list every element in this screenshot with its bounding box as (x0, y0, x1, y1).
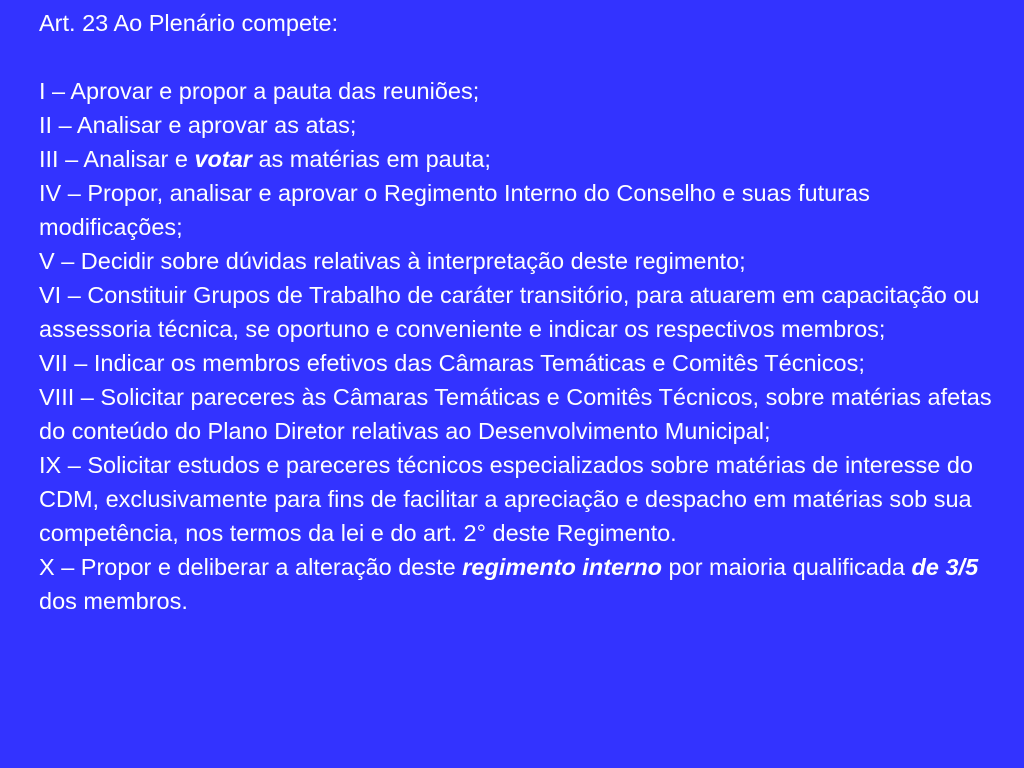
item-x-emphasis-2: de 3/5 (911, 554, 979, 580)
item-iii-text-after: as matérias em pauta; (251, 146, 491, 172)
item-v: V – Decidir sobre dúvidas relativas à interpretação deste regimento; (39, 248, 746, 274)
item-iv: IV – Propor, analisar e aprovar o Regimento Interno do Conselho e suas futuras modificações; (39, 180, 870, 240)
item-ii: II – Analisar e aprovar as atas; (39, 112, 357, 138)
item-i: I – Aprovar e propor a pauta das reuniões; (39, 78, 480, 104)
item-viii: VIII – Solicitar pareceres às Câmaras Temáticas e Comitês Técnicos, sobre matérias afetas do conteúdo do Plano Diretor relativas ao Desenvolvimento Municipal; (39, 384, 992, 444)
item-iii-text-before: III – Analisar e (39, 146, 195, 172)
item-ix: IX – Solicitar estudos e pareceres técnicos especializados sobre matérias de interesse do CDM, exclusivamente para fins de facilitar a apreciação e despacho em matérias sob sua competência, nos termos da lei e do art. 2° deste Regimento. (39, 452, 973, 546)
item-iii (39, 142, 1009, 176)
item-x-text-2: por maioria qualificada (662, 554, 912, 580)
item-x-text-1: X – Propor e deliberar a alteração deste (39, 554, 463, 580)
item-x-text-3: dos membros. (39, 588, 188, 614)
slide-content (39, 6, 1009, 618)
item-x-emphasis-1: regimento interno (462, 554, 663, 580)
item-vi: VI – Constituir Grupos de Trabalho de caráter transitório, para atuarem em capacitação ou assessoria técnica, se oportuno e conveniente e indicar os respectivos membros; (39, 282, 980, 342)
article-heading: Art. 23 Ao Plenário compete: (39, 10, 339, 36)
item-vii: VII – Indicar os membros efetivos das Câmaras Temáticas e Comitês Técnicos; (39, 350, 865, 376)
item-x (39, 550, 1009, 618)
item-iii-emphasis: votar (194, 146, 252, 172)
